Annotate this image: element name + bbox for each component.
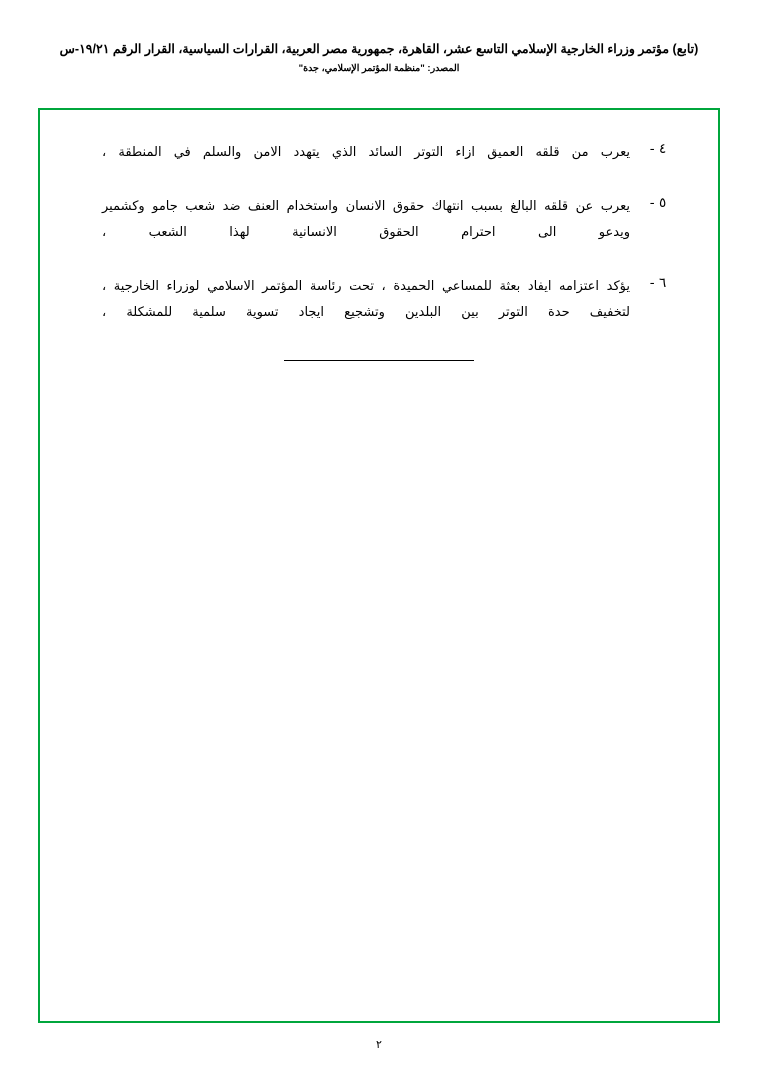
clause-text: يعرب من قلقه العميق ازاء التوتر السائد الذي يتهدد الامن والسلم في المنطقة ، [102, 145, 630, 160]
page-number: ٢ [376, 1038, 382, 1051]
header-source: المصدر: "منظمة المؤتمر الإسلامي، جدة" [298, 62, 460, 74]
clause-marker: ٤ - [649, 141, 667, 157]
page-footer [0, 1038, 758, 1051]
document-header [0, 40, 758, 74]
clause-item [72, 140, 686, 166]
clause-text: يعرب عن قلقه البالغ بسبب انتهاك حقوق الانسان واستخدام العنف ضد شعب جامو وكشمير ويدعو الى احترام الحقوق الانسانية لهذا الشعب ، [102, 199, 630, 240]
clause-item [72, 274, 686, 326]
header-title: (تابع) مؤتمر وزراء الخارجية الإسلامي التاسع عشر، القاهرة، جمهورية مصر العربية، القرارات السياسية، القرار الرقم ١٩/٢١-س [59, 42, 699, 56]
green-content-frame [38, 108, 720, 1023]
clause-marker: ٦ - [649, 275, 667, 291]
clause-text: يؤكد اعتزامه ايفاد بعثة للمساعي الحميدة ، تحت رئاسة المؤتمر الاسلامي لوزراء الخارجية ، لتخفيف حدة التوتر بين البلدين وتشجيع ايجاد تسوية سلمية للمشكلة ، [102, 279, 630, 320]
section-separator-wrap [72, 360, 686, 361]
clause-item [72, 194, 686, 246]
clause-marker: ٥ - [649, 195, 667, 211]
document-content [72, 140, 686, 361]
section-separator-rule [284, 360, 474, 361]
